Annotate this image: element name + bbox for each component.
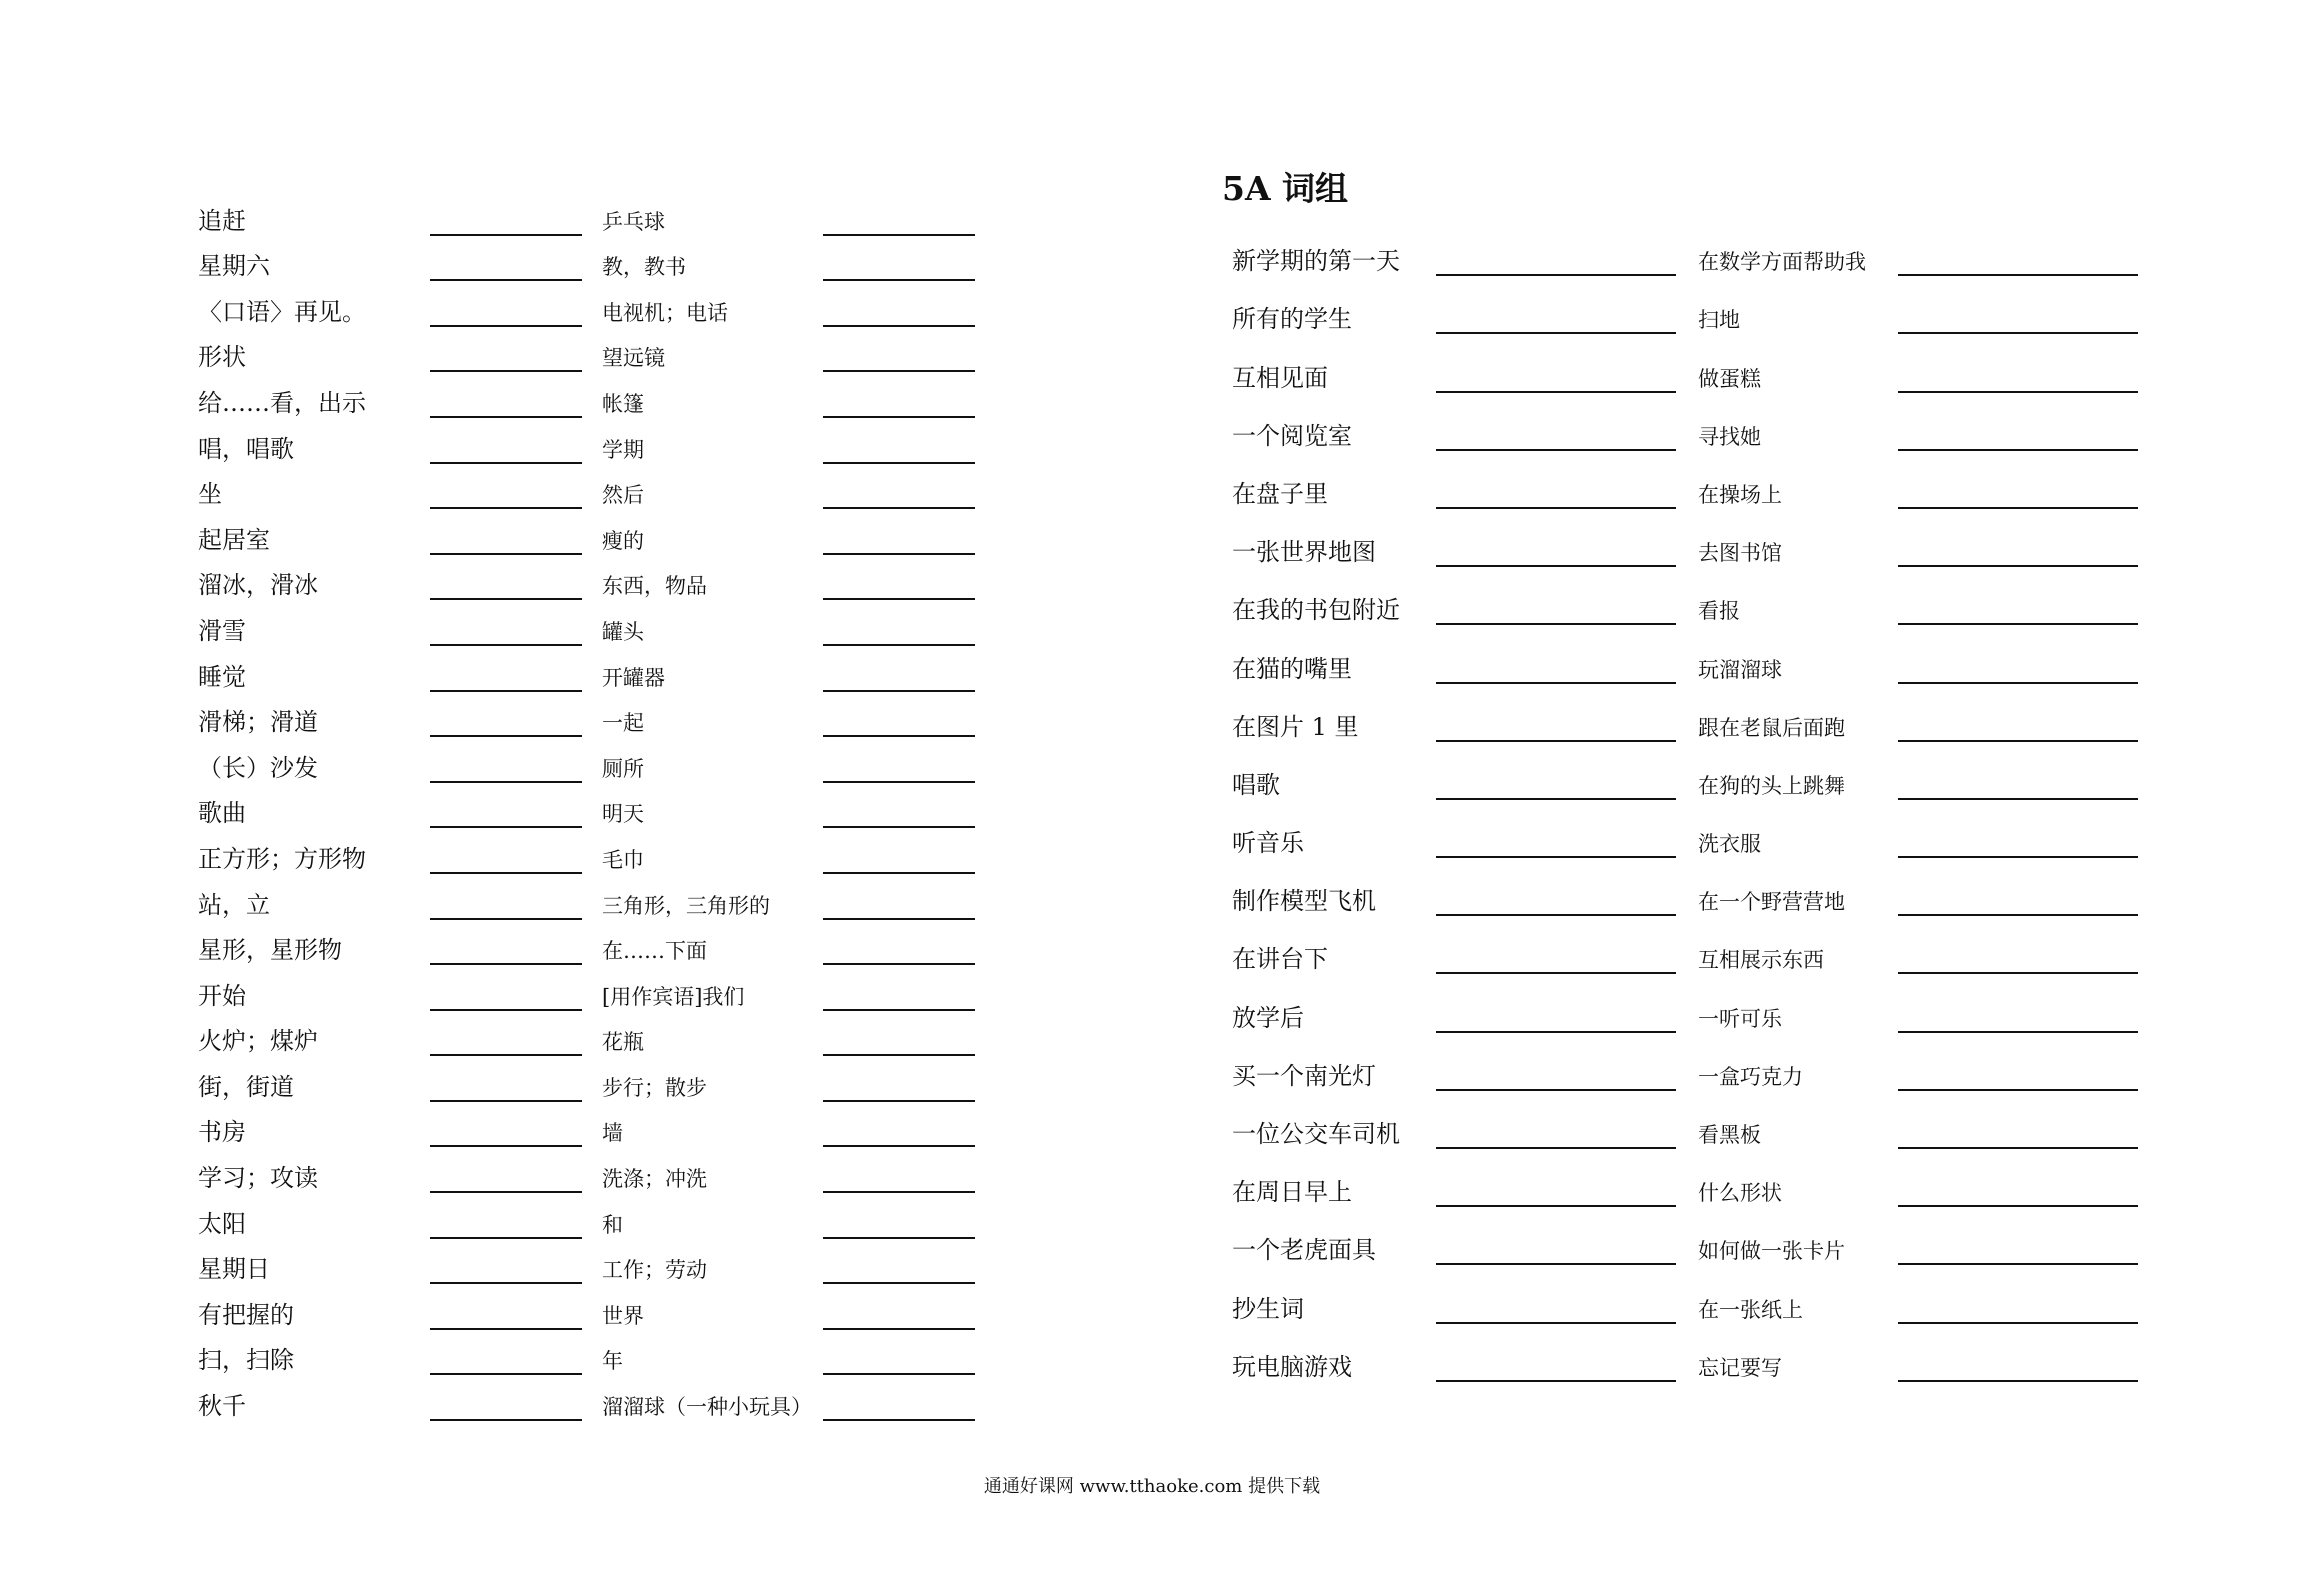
term-label: 毛巾 (602, 847, 644, 872)
phrase-row (1698, 684, 2138, 742)
answer-blank-line[interactable] (1898, 932, 2138, 974)
term-label: 扫地 (1698, 308, 1740, 333)
term-label: 歌曲 (198, 799, 246, 828)
term-label: 睡觉 (198, 662, 246, 691)
phrase-row (1232, 974, 1676, 1032)
phrase-row (1232, 858, 1676, 916)
term-label: [用作宾语]我们 (602, 984, 745, 1009)
answer-blank-line[interactable] (823, 890, 975, 920)
answer-blank-line[interactable] (430, 1345, 582, 1375)
answer-blank-line[interactable] (823, 1072, 975, 1102)
answer-blank-line[interactable] (823, 297, 975, 327)
vocab-row (198, 281, 582, 327)
phrase-row (1232, 1091, 1676, 1149)
answer-blank-line[interactable] (823, 1117, 975, 1147)
answer-blank-line[interactable] (1898, 1107, 2138, 1149)
phrase-row (1698, 1091, 2138, 1149)
answer-blank-line[interactable] (430, 388, 582, 418)
answer-blank-line[interactable] (823, 1026, 975, 1056)
vocab-row (602, 1056, 975, 1102)
term-label: 步行；散步 (602, 1075, 707, 1100)
term-label: 跟在老鼠后面跑 (1698, 715, 1845, 740)
answer-blank-line[interactable] (1436, 525, 1676, 567)
term-label: 世界 (602, 1303, 644, 1328)
vocab-row (602, 828, 975, 874)
vocab-row (198, 737, 582, 783)
phrase-row (1232, 509, 1676, 567)
answer-blank-line[interactable] (1436, 234, 1676, 276)
term-label: 买一个南光灯 (1232, 1061, 1376, 1090)
answer-blank-line[interactable] (430, 1391, 582, 1421)
term-label: 在狗的头上跳舞 (1698, 773, 1845, 798)
term-label: 三角形，三角形的 (602, 893, 770, 918)
vocab-row (602, 327, 975, 373)
answer-blank-line[interactable] (1436, 351, 1676, 393)
phrase-row (1232, 567, 1676, 625)
term-label: 街，街道 (198, 1072, 294, 1101)
term-label: 如何做一张卡片 (1698, 1239, 1845, 1264)
answer-blank-line[interactable] (430, 479, 582, 509)
phrase-row (1232, 393, 1676, 451)
term-label: 星期日 (198, 1255, 270, 1284)
term-label: 瘦的 (602, 528, 644, 553)
answer-blank-line[interactable] (1436, 758, 1676, 800)
phrase-row (1698, 916, 2138, 974)
phrase-row (1232, 916, 1676, 974)
answer-blank-line[interactable] (823, 206, 975, 236)
term-label: 帐篷 (602, 391, 644, 416)
phrase-row (1232, 276, 1676, 334)
phrase-row (1698, 567, 2138, 625)
answer-blank-line[interactable] (430, 753, 582, 783)
term-label: 一盒巧克力 (1698, 1064, 1803, 1089)
vocab-row (198, 509, 582, 555)
term-label: 在一个野营营地 (1698, 890, 1845, 915)
term-label: 唱，唱歌 (198, 434, 294, 463)
answer-blank-line[interactable] (430, 206, 582, 236)
term-label: 一个老虎面具 (1232, 1236, 1376, 1265)
vocab-row (602, 646, 975, 692)
term-label: 洗涤；冲洗 (602, 1167, 707, 1192)
vocab-row (602, 1147, 975, 1193)
term-label: 工作；劳动 (602, 1258, 707, 1283)
term-label: 起居室 (198, 525, 270, 554)
answer-blank-line[interactable] (430, 1254, 582, 1284)
answer-blank-line[interactable] (430, 616, 582, 646)
vocab-row (602, 236, 975, 282)
answer-blank-line[interactable] (1436, 1049, 1676, 1091)
phrase-row (1232, 684, 1676, 742)
term-label: 溜冰，滑冰 (198, 571, 318, 600)
answer-blank-line[interactable] (823, 935, 975, 965)
term-label: 忘记要写 (1698, 1355, 1782, 1380)
phrase-row (1698, 1207, 2138, 1265)
term-label: 所有的学生 (1232, 305, 1352, 334)
phrase-row (1698, 800, 2138, 858)
answer-blank-line[interactable] (1436, 816, 1676, 858)
vocab-row (602, 464, 975, 510)
vocab-row (602, 692, 975, 738)
answer-blank-line[interactable] (823, 1300, 975, 1330)
answer-blank-line[interactable] (1436, 991, 1676, 1033)
answer-blank-line[interactable] (430, 251, 582, 281)
vocab-row (602, 1284, 975, 1330)
term-label: 一张世界地图 (1232, 538, 1376, 567)
term-label: 形状 (198, 343, 246, 372)
term-label: 在盘子里 (1232, 479, 1328, 508)
answer-blank-line[interactable] (1898, 700, 2138, 742)
answer-blank-line[interactable] (430, 434, 582, 464)
answer-blank-line[interactable] (1436, 874, 1676, 916)
vocab-row (602, 555, 975, 601)
term-label: 在周日早上 (1232, 1178, 1352, 1207)
answer-blank-line[interactable] (823, 342, 975, 372)
answer-blank-line[interactable] (1898, 1282, 2138, 1324)
term-label: 寻找她 (1698, 424, 1761, 449)
term-label: 洗衣服 (1698, 832, 1761, 857)
term-label: 在一张纸上 (1698, 1297, 1803, 1322)
term-label: 滑梯；滑道 (198, 708, 318, 737)
answer-blank-line[interactable] (823, 1345, 975, 1375)
term-label: 看报 (1698, 599, 1740, 624)
phrase-row (1698, 334, 2138, 392)
vocab-row (198, 1102, 582, 1148)
answer-blank-line[interactable] (430, 1026, 582, 1056)
vocab-row (198, 920, 582, 966)
phrase-row (1232, 1265, 1676, 1323)
section-title: 5A 词组 (1222, 169, 1349, 208)
answer-blank-line[interactable] (1436, 1107, 1676, 1149)
phrase-row (1698, 1033, 2138, 1091)
term-label: 教，教书 (602, 255, 686, 280)
answer-blank-line[interactable] (1898, 1049, 2138, 1091)
answer-blank-line[interactable] (1898, 1340, 2138, 1382)
term-label: 在操场上 (1698, 482, 1782, 507)
vocab-row (602, 783, 975, 829)
term-label: 坐 (198, 480, 222, 509)
vocab-row (198, 1147, 582, 1193)
vocab-row (602, 874, 975, 920)
phrase-row (1698, 276, 2138, 334)
vocab-row (602, 600, 975, 646)
term-label: 制作模型飞机 (1232, 887, 1376, 916)
term-label: 新学期的第一天 (1232, 247, 1400, 276)
vocab-row (602, 1239, 975, 1285)
vocab-row (602, 372, 975, 418)
answer-blank-line[interactable] (430, 798, 582, 828)
answer-blank-line[interactable] (1436, 700, 1676, 742)
phrase-row (1698, 974, 2138, 1032)
term-label: 罐头 (602, 619, 644, 644)
vocab-row (198, 1011, 582, 1057)
term-label: 厕所 (602, 756, 644, 781)
term-label: 抄生词 (1232, 1294, 1304, 1323)
answer-blank-line[interactable] (1898, 234, 2138, 276)
answer-blank-line[interactable] (430, 844, 582, 874)
phrase-row (1232, 218, 1676, 276)
answer-blank-line[interactable] (430, 1117, 582, 1147)
answer-blank-line[interactable] (1436, 583, 1676, 625)
answer-blank-line[interactable] (430, 935, 582, 965)
term-label: 在讲台下 (1232, 945, 1328, 974)
term-label: 一位公交车司机 (1232, 1120, 1400, 1148)
answer-blank-line[interactable] (1898, 991, 2138, 1033)
term-label: 〈口语〉再见。 (198, 297, 366, 326)
term-label: 火炉；煤炉 (198, 1027, 318, 1056)
term-label: 一听可乐 (1698, 1006, 1782, 1031)
term-label: 然后 (602, 483, 644, 508)
phrase-row (1232, 742, 1676, 800)
term-label: 学习；攻读 (198, 1164, 318, 1193)
vocab-row (198, 418, 582, 464)
answer-blank-line[interactable] (430, 1163, 582, 1193)
answer-blank-line[interactable] (1436, 467, 1676, 509)
answer-blank-line[interactable] (1898, 409, 2138, 451)
vocab-row (198, 600, 582, 646)
phrase-row (1698, 1324, 2138, 1382)
answer-blank-line[interactable] (1436, 1340, 1676, 1382)
vocab-row (602, 737, 975, 783)
term-label: 电视机；电话 (602, 300, 728, 325)
answer-blank-line[interactable] (430, 297, 582, 327)
answer-blank-line[interactable] (1898, 874, 2138, 916)
answer-blank-line[interactable] (1898, 583, 2138, 625)
vocab-row (198, 874, 582, 920)
term-label: 在图片 1 里 (1232, 712, 1359, 741)
answer-blank-line[interactable] (1898, 525, 2138, 567)
phrase-row (1232, 334, 1676, 392)
answer-blank-line[interactable] (1898, 467, 2138, 509)
term-label: 互相展示东西 (1698, 948, 1824, 973)
term-label: （长）沙发 (198, 753, 318, 782)
term-label: 花瓶 (602, 1030, 644, 1055)
vocab-row (198, 236, 582, 282)
left-vocab-column-2 (602, 190, 975, 1421)
left-vocab-column-1 (198, 190, 582, 1421)
term-label: 开罐器 (602, 665, 665, 690)
phrase-row (1698, 1265, 2138, 1323)
answer-blank-line[interactable] (430, 981, 582, 1011)
vocab-row (198, 646, 582, 692)
phrase-row (1698, 1149, 2138, 1207)
answer-blank-line[interactable] (1898, 642, 2138, 684)
vocab-row (198, 464, 582, 510)
answer-blank-line[interactable] (823, 844, 975, 874)
term-label: 追赶 (198, 206, 246, 235)
term-label: 年 (602, 1349, 623, 1374)
answer-blank-line[interactable] (823, 1254, 975, 1284)
answer-blank-line[interactable] (1436, 1223, 1676, 1265)
term-label: 乒乓球 (602, 209, 665, 234)
right-phrase-column-2 (1698, 218, 2138, 1382)
phrase-row (1232, 1324, 1676, 1382)
vocab-row (198, 1330, 582, 1376)
vocab-row (198, 692, 582, 738)
term-label: 明天 (602, 802, 644, 827)
term-label: 学期 (602, 437, 644, 462)
term-label: 什么形状 (1698, 1181, 1782, 1206)
answer-blank-line[interactable] (1436, 409, 1676, 451)
vocab-row (602, 190, 975, 236)
phrase-row (1698, 218, 2138, 276)
answer-blank-line[interactable] (823, 1391, 975, 1421)
term-label: 玩溜溜球 (1698, 657, 1782, 682)
term-label: 做蛋糕 (1698, 366, 1761, 391)
term-label: 唱歌 (1232, 770, 1280, 799)
vocab-row (198, 965, 582, 1011)
term-label: 听音乐 (1232, 829, 1304, 858)
phrase-row (1232, 1207, 1676, 1265)
vocab-row (198, 190, 582, 236)
answer-blank-line[interactable] (823, 1163, 975, 1193)
vocab-row (602, 965, 975, 1011)
vocab-row (198, 327, 582, 373)
right-phrase-column-1 (1232, 218, 1676, 1382)
vocab-row (602, 1330, 975, 1376)
term-label: 开始 (198, 981, 246, 1010)
answer-blank-line[interactable] (823, 388, 975, 418)
answer-blank-line[interactable] (1898, 758, 2138, 800)
answer-blank-line[interactable] (1436, 642, 1676, 684)
vocab-row (198, 1193, 582, 1239)
answer-blank-line[interactable] (1898, 1165, 2138, 1207)
answer-blank-line[interactable] (823, 707, 975, 737)
phrase-row (1698, 509, 2138, 567)
term-label: 互相见面 (1232, 363, 1328, 392)
term-label: 正方形；方形物 (198, 844, 366, 873)
phrase-row (1698, 451, 2138, 509)
term-label: 看黑板 (1698, 1123, 1761, 1147)
phrase-row (1232, 625, 1676, 683)
phrase-row (1232, 1149, 1676, 1207)
vocab-row (198, 783, 582, 829)
vocab-row (198, 828, 582, 874)
term-label: 放学后 (1232, 1003, 1304, 1032)
answer-blank-line[interactable] (1436, 1165, 1676, 1207)
term-label: 书房 (198, 1118, 246, 1147)
phrase-row (1698, 858, 2138, 916)
term-label: 一起 (602, 711, 644, 736)
term-label: 给……看，出示 (198, 388, 366, 417)
phrase-row (1232, 451, 1676, 509)
answer-blank-line[interactable] (1898, 351, 2138, 393)
term-label: 星形，星形物 (198, 936, 342, 965)
vocab-row (602, 920, 975, 966)
phrase-row (1232, 1033, 1676, 1091)
answer-blank-line[interactable] (430, 707, 582, 737)
answer-blank-line[interactable] (1898, 1223, 2138, 1265)
answer-blank-line[interactable] (1898, 816, 2138, 858)
term-label: 去图书馆 (1698, 541, 1782, 566)
term-label: 和 (602, 1212, 623, 1237)
answer-blank-line[interactable] (430, 342, 582, 372)
term-label: 星期六 (198, 252, 270, 281)
answer-blank-line[interactable] (823, 798, 975, 828)
answer-blank-line[interactable] (823, 525, 975, 555)
answer-blank-line[interactable] (1436, 932, 1676, 974)
vocab-row (602, 281, 975, 327)
answer-blank-line[interactable] (823, 981, 975, 1011)
vocab-row (602, 1193, 975, 1239)
term-label: 滑雪 (198, 616, 246, 645)
answer-blank-line[interactable] (823, 753, 975, 783)
answer-blank-line[interactable] (430, 1072, 582, 1102)
answer-blank-line[interactable] (823, 434, 975, 464)
answer-blank-line[interactable] (823, 479, 975, 509)
term-label: 玩电脑游戏 (1232, 1352, 1352, 1381)
vocab-row (198, 555, 582, 601)
vocab-row (198, 1056, 582, 1102)
phrase-row (1698, 742, 2138, 800)
answer-blank-line[interactable] (430, 525, 582, 555)
vocab-row (602, 509, 975, 555)
answer-blank-line[interactable] (823, 662, 975, 692)
term-label: 秋千 (198, 1392, 246, 1421)
term-label: 太阳 (198, 1209, 246, 1238)
answer-blank-line[interactable] (823, 1209, 975, 1239)
answer-blank-line[interactable] (1436, 1282, 1676, 1324)
vocab-row (198, 1239, 582, 1285)
vocab-row (602, 418, 975, 464)
term-label: 有把握的 (198, 1300, 294, 1329)
answer-blank-line[interactable] (1436, 292, 1676, 334)
answer-blank-line[interactable] (430, 570, 582, 600)
answer-blank-line[interactable] (823, 616, 975, 646)
term-label: 站，立 (198, 890, 270, 919)
vocab-row (198, 1375, 582, 1421)
term-label: 望远镜 (602, 346, 665, 371)
vocab-row (198, 372, 582, 418)
term-label: 溜溜球（一种小玩具） (602, 1395, 812, 1420)
vocab-row (198, 1284, 582, 1330)
term-label: 一个阅览室 (1232, 421, 1352, 450)
phrase-row (1698, 393, 2138, 451)
answer-blank-line[interactable] (430, 1209, 582, 1239)
term-label: 东西，物品 (602, 574, 707, 599)
term-label: 在猫的嘴里 (1232, 654, 1352, 683)
term-label: 在……下面 (602, 939, 707, 964)
footer-credit: 通通好课网 www.tthaoke.com 提供下载 (983, 1476, 1321, 1497)
answer-blank-line[interactable] (823, 570, 975, 600)
phrase-row (1698, 625, 2138, 683)
vocab-row (602, 1375, 975, 1421)
vocab-row (602, 1011, 975, 1057)
term-label: 扫，扫除 (198, 1346, 294, 1375)
term-label: 在我的书包附近 (1232, 596, 1400, 625)
answer-blank-line[interactable] (430, 890, 582, 920)
term-label: 在数学方面帮助我 (1698, 250, 1866, 275)
answer-blank-line[interactable] (823, 251, 975, 281)
answer-blank-line[interactable] (430, 1300, 582, 1330)
answer-blank-line[interactable] (430, 662, 582, 692)
phrase-row (1232, 800, 1676, 858)
vocab-row (602, 1102, 975, 1148)
answer-blank-line[interactable] (1898, 292, 2138, 334)
term-label: 墙 (602, 1121, 623, 1146)
